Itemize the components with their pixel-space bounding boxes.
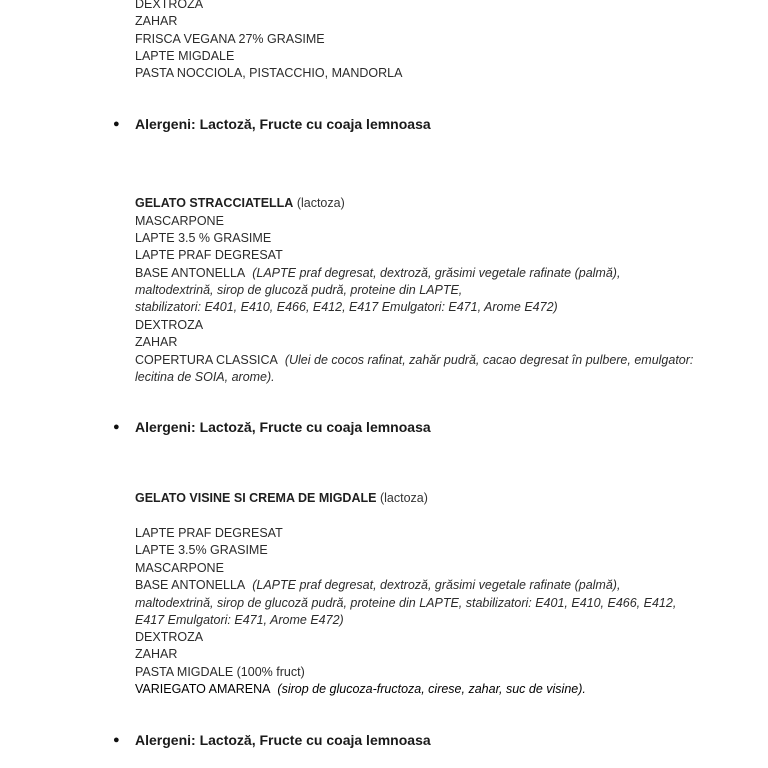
product-heading <box>135 195 345 212</box>
allergen-note: Alergeni: Lactoză, Fructe cu coaja lemnoasa <box>135 732 431 748</box>
bullet-icon: ● <box>113 421 120 433</box>
ingredient-detail: maltodextrină, sirop de glucoză pudră, proteine din LAPTE, <box>135 283 463 297</box>
ingredient-line: DEXTROZA <box>135 0 204 11</box>
product-title: GELATO STRACCIATELLA <box>135 196 294 210</box>
ingredient-detail: maltodextrină, sirop de glucoză pudră, proteine din LAPTE, stabilizatori: E401, E410, E466, E412, <box>135 596 677 610</box>
ingredient-line: PASTA NOCCIOLA, PISTACCHIO, MANDORLA <box>135 66 403 80</box>
ingredient-detail: (LAPTE praf degresat, dextroză, grăsimi vegetale rafinate (palmă), <box>252 266 621 280</box>
allergen-note: Alergeni: Lactoză, Fructe cu coaja lemnoasa <box>135 116 431 132</box>
ingredient-label: VARIEGATO AMARENA <box>135 682 271 696</box>
ingredient-detail: (sirop de glucoza-fructoza, cirese, zahar, suc de visine). <box>277 682 586 696</box>
ingredient-label: BASE ANTONELLA <box>135 578 246 592</box>
ingredient-detail: (LAPTE praf degresat, dextroză, grăsimi vegetale rafinate (palmă), <box>252 578 621 592</box>
ingredient-line: LAPTE PRAF DEGRESAT <box>135 526 283 540</box>
product-note: (lactoza) <box>379 491 428 505</box>
allergen-note: Alergeni: Lactoză, Fructe cu coaja lemnoasa <box>135 419 431 435</box>
ingredient-detail: lecitina de SOIA, arome). <box>135 370 275 384</box>
product-note: (lactoza) <box>296 196 345 210</box>
ingredient-line: ZAHAR <box>135 14 178 28</box>
ingredient-line: FRISCA VEGANA 27% GRASIME <box>135 32 325 46</box>
ingredient-line: DEXTROZA <box>135 630 204 644</box>
ingredient-detail: E417 Emulgatori: E471, Arome E472) <box>135 613 344 627</box>
ingredient-line: ZAHAR <box>135 647 178 661</box>
product-title: GELATO VISINE SI CREMA DE MIGDALE <box>135 491 377 505</box>
ingredient-line: LAPTE 3.5 % GRASIME <box>135 231 272 245</box>
ingredient-line: ZAHAR <box>135 335 178 349</box>
ingredient-line: LAPTE PRAF DEGRESAT <box>135 248 283 262</box>
ingredient-detail: stabilizatori: E401, E410, E466, E412, E417 Emulgatori: E471, Arome E472) <box>135 300 558 314</box>
ingredient-detail: (Ulei de cocos rafinat, zahăr pudră, cacao degresat în pulbere, emulgator: <box>284 353 694 367</box>
ingredient-line <box>135 352 693 369</box>
product-heading <box>135 490 428 507</box>
ingredient-line <box>135 265 620 282</box>
bullet-icon: ● <box>113 734 120 746</box>
ingredient-line: PASTA MIGDALE (100% fruct) <box>135 665 305 679</box>
ingredient-line: LAPTE MIGDALE <box>135 49 235 63</box>
ingredient-line: DEXTROZA <box>135 318 204 332</box>
ingredient-label: BASE ANTONELLA <box>135 266 246 280</box>
ingredient-line <box>135 681 586 698</box>
ingredient-line: MASCARPONE <box>135 214 224 228</box>
bullet-icon: ● <box>113 118 120 130</box>
ingredient-line: LAPTE 3.5% GRASIME <box>135 543 268 557</box>
ingredient-line: MASCARPONE <box>135 561 224 575</box>
ingredient-line <box>135 577 620 594</box>
ingredient-label: COPERTURA CLASSICA <box>135 353 278 367</box>
